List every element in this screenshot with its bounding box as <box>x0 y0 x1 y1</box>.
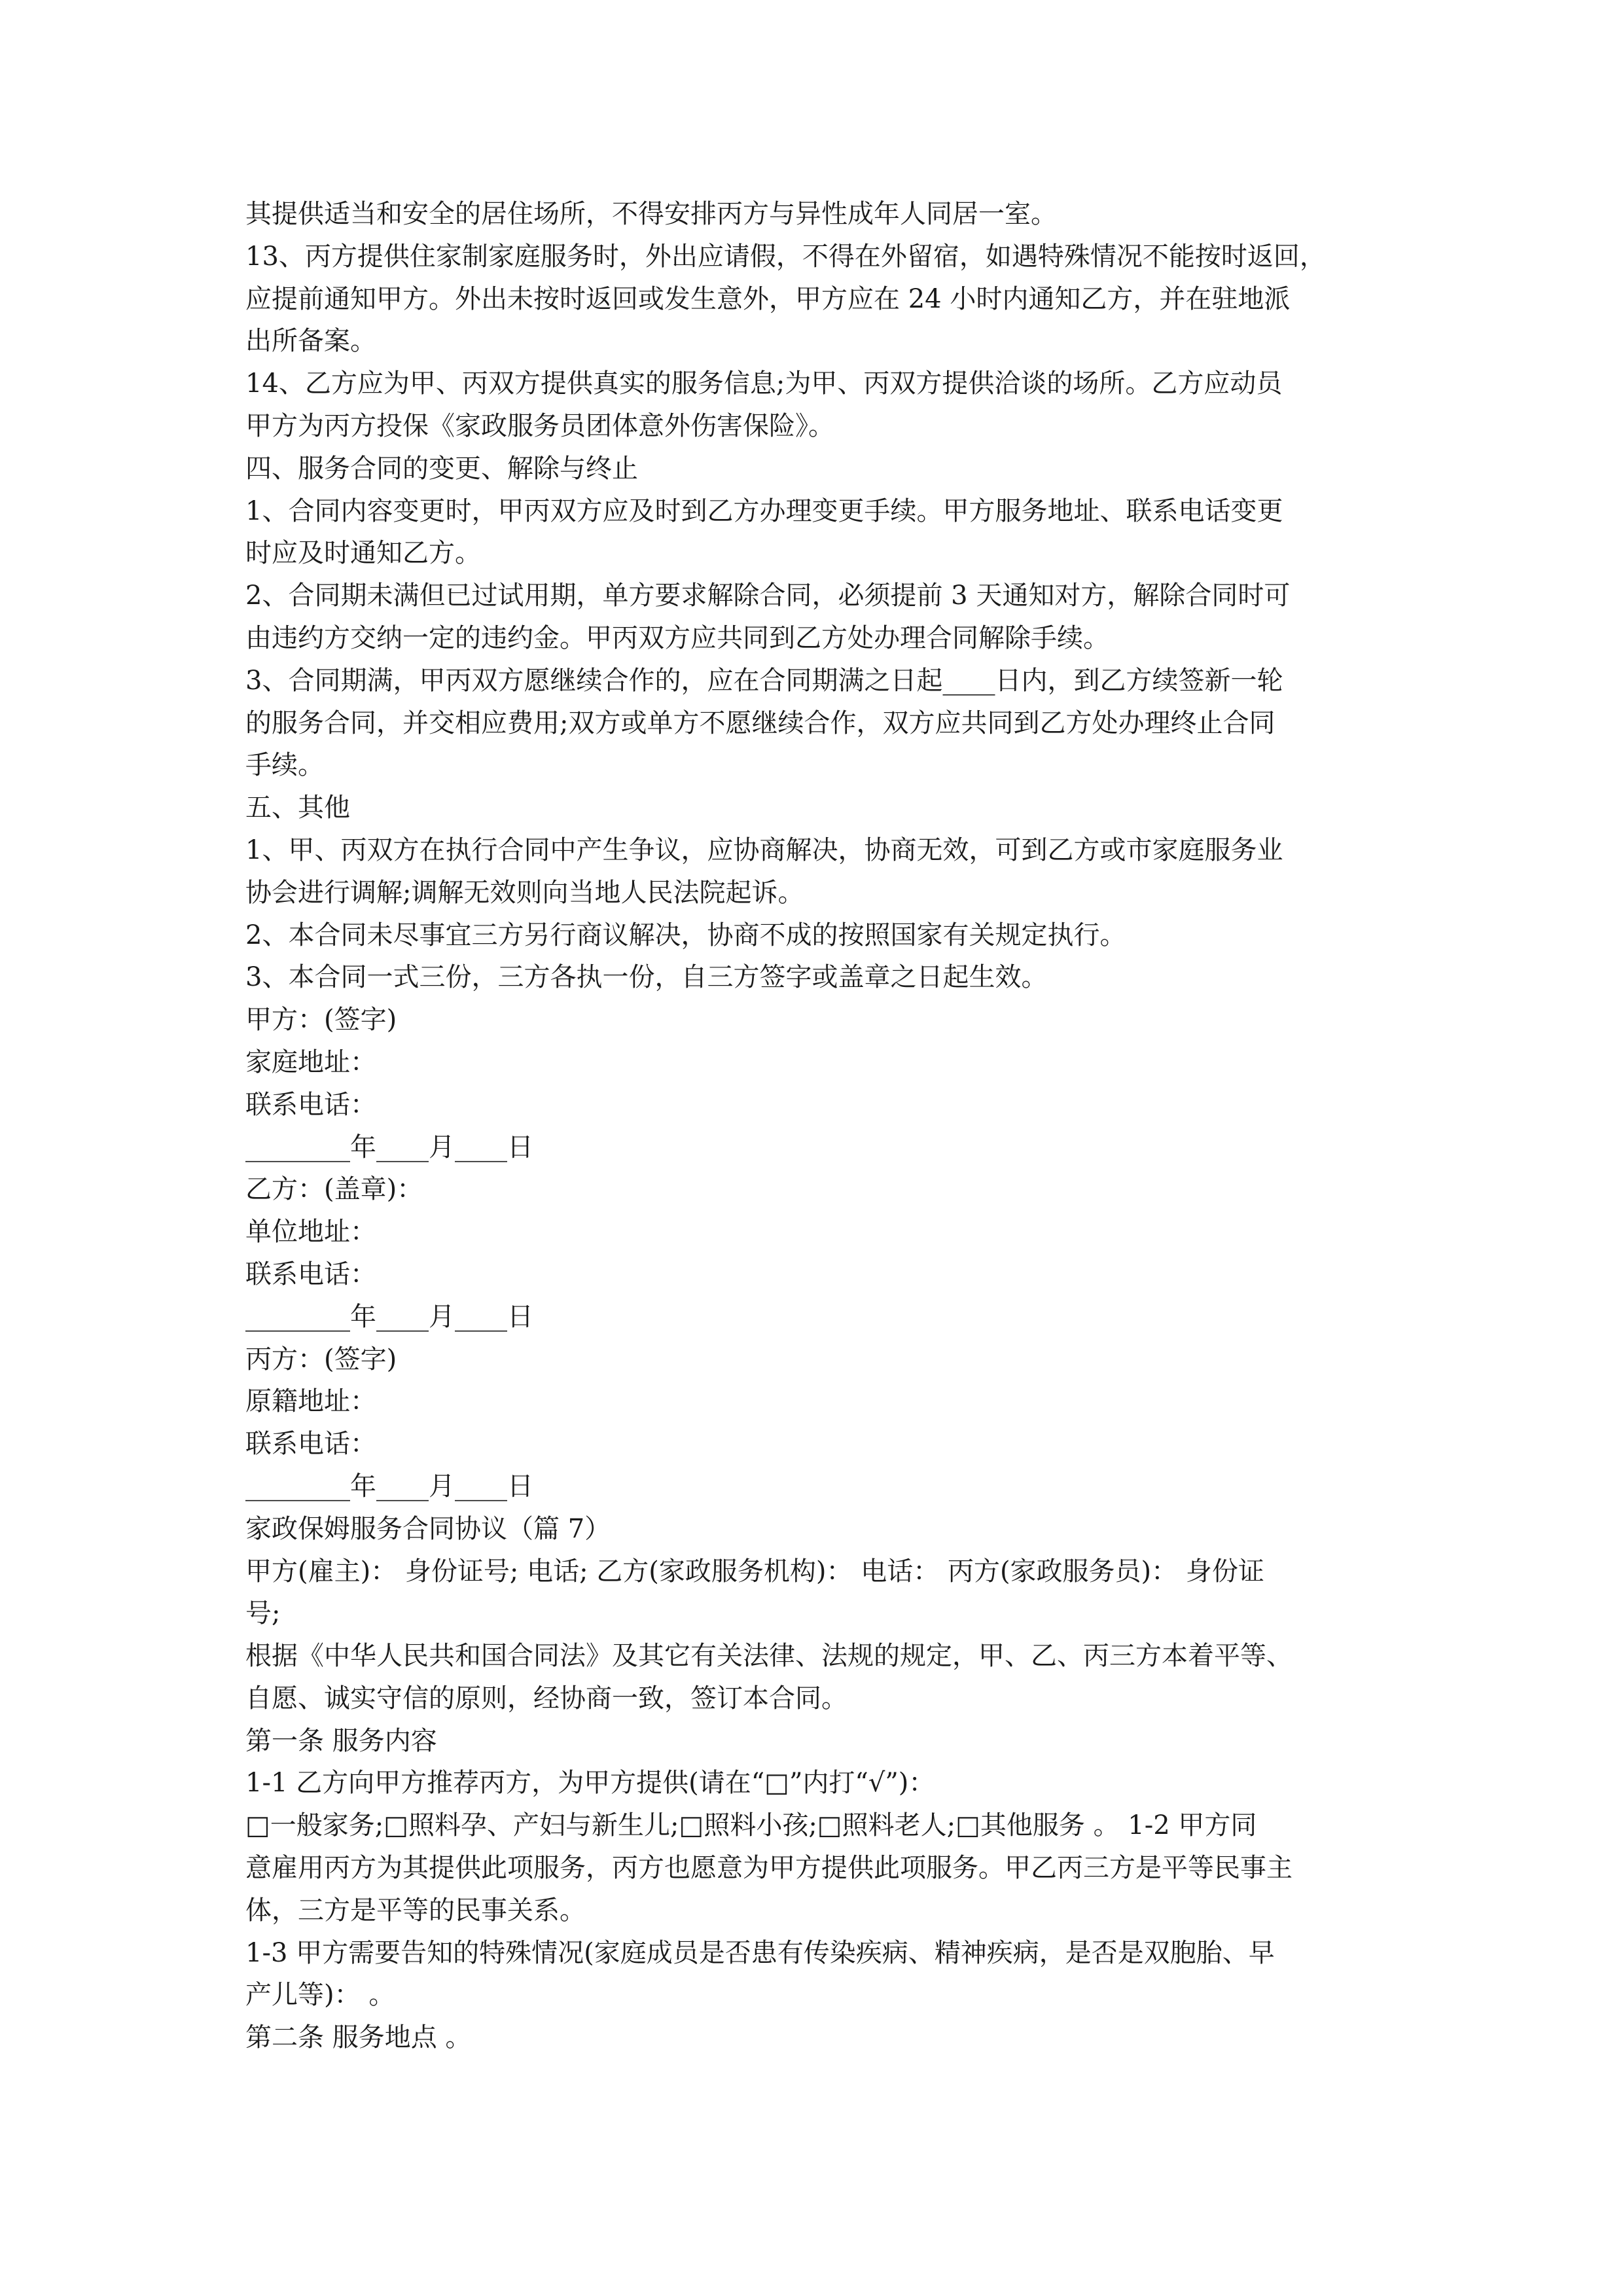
text-line: 1、甲、丙双方在执行合同中产生争议，应协商解决，协商无效，可到乙方或市家庭服务业 <box>245 834 1283 865</box>
phone-field: 联系电话： <box>245 1429 376 1460</box>
phone-field: 联系电话： <box>245 1259 376 1289</box>
phone-field: 联系电话： <box>245 1089 376 1120</box>
text-line: 的服务合同，并交相应费用;双方或单方不愿继续合作，双方应共同到乙方处办理终止合同 <box>245 708 1275 738</box>
text-line: 14、乙方应为甲、丙双方提供真实的服务信息;为甲、丙双方提供洽谈的场所。乙方应动员 <box>245 368 1283 399</box>
signature-party-c: 丙方：(签字) <box>245 1344 397 1374</box>
text-line: 13、丙方提供住家制家庭服务时，外出应请假，不得在外留宿，如遇特殊情况不能按时返回， <box>245 241 1326 272</box>
article-heading: 第二条 服务地点 。 <box>245 2022 472 2053</box>
text-line: 协会进行调解;调解无效则向当地人民法院起诉。 <box>245 877 804 908</box>
text-line: 号; <box>245 1598 281 1629</box>
text-line: 2、合同期未满但已过试用期，单方要求解除合同，必须提前 3 天通知对方，解除合同时可 <box>245 581 1291 611</box>
text-line: 3、本合同一式三份，三方各执一份，自三方签字或盖章之日起生效。 <box>245 962 1048 993</box>
signature-party-a: 甲方：(签字) <box>245 1005 397 1035</box>
text-line: 1-1 乙方向甲方推荐丙方，为甲方提供(请在“□”内打“√”)： <box>245 1768 935 1799</box>
text-line: 2、本合同未尽事宜三方另行商议解决，协商不成的按照国家有关规定执行。 <box>245 920 1126 950</box>
text-line: 1、合同内容变更时，甲丙双方应及时到乙方办理变更手续。甲方服务地址、联系电话变更 <box>245 495 1283 526</box>
article-heading: 第一条 服务内容 <box>245 1725 437 1756</box>
signature-party-b: 乙方：(盖章)： <box>245 1174 423 1205</box>
document-body <box>245 193 1384 2059</box>
text-line: 甲方(雇主)： 身份证号; 电话; 乙方(家政服务机构)： 电话： 丙方(家政服务员)： 身份证 <box>245 1556 1264 1587</box>
text-line: 意雇用丙方为其提供此项服务，丙方也愿意为甲方提供此项服务。甲乙丙三方是平等民事主 <box>245 1853 1293 1884</box>
text-line: 体，三方是平等的民事关系。 <box>245 1895 586 1926</box>
date-field: ________年____月____日 <box>245 1301 533 1332</box>
text-line: 甲方为丙方投保《家政服务员团体意外伤害保险》。 <box>245 410 834 441</box>
text-line: 手续。 <box>245 750 324 781</box>
section-heading: 四、服务合同的变更、解除与终止 <box>245 453 638 484</box>
text-line: 产儿等)： 。 <box>245 1980 395 2011</box>
text-line: 时应及时通知乙方。 <box>245 538 481 569</box>
text-line: 根据《中华人民共和国合同法》及其它有关法律、法规的规定，甲、乙、丙三方本着平等、 <box>245 1641 1293 1672</box>
text-line: 出所备案。 <box>245 326 376 357</box>
address-field: 原籍地址： <box>245 1386 376 1417</box>
text-line: 自愿、诚实守信的原则，经协商一致，签订本合同。 <box>245 1683 847 1713</box>
text-line: 其提供适当和安全的居住场所，不得安排丙方与异性成年人同居一室。 <box>245 199 1057 229</box>
section-heading: 五、其他 <box>245 793 350 823</box>
address-field: 单位地址： <box>245 1217 376 1247</box>
text-line: 应提前通知甲方。外出未按时返回或发生意外，甲方应在 24 小时内通知乙方，并在驻地派 <box>245 283 1291 314</box>
text-line: 1-3 甲方需要告知的特殊情况(家庭成员是否患有传染疾病、精神疾病，是否是双胞胎、早 <box>245 1937 1275 1968</box>
text-line: 由违约方交纳一定的违约金。甲丙双方应共同到乙方处办理合同解除手续。 <box>245 622 1109 653</box>
date-field: ________年____月____日 <box>245 1471 533 1501</box>
contract-title: 家政保姆服务合同协议（篇 7） <box>245 1513 611 1544</box>
text-line: □一般家务;□照料孕、产妇与新生儿;□照料小孩;□照料老人;□其他服务 。 1-2 甲方同 <box>245 1810 1257 1841</box>
text-line: 3、合同期满，甲丙双方愿继续合作的，应在合同期满之日起____日内，到乙方续签新一轮 <box>245 665 1283 696</box>
address-field: 家庭地址： <box>245 1047 376 1077</box>
date-field: ________年____月____日 <box>245 1132 533 1162</box>
